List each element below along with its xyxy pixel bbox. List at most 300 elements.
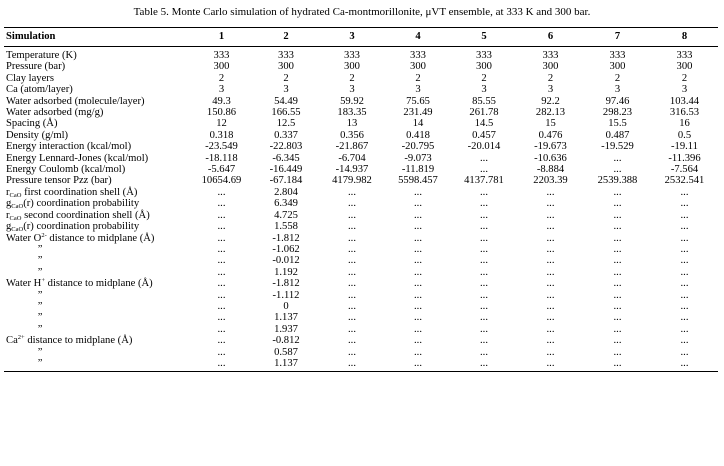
header-row [4, 28, 718, 47]
table-cell: ... [348, 289, 356, 301]
table-cell: -9.073 [404, 152, 432, 164]
table-cell: ... [680, 209, 689, 221]
table-cell: 183.35 [337, 107, 367, 119]
table-cell: ... [680, 198, 689, 210]
table-cell: ... [217, 186, 226, 198]
table-cell: ... [414, 346, 422, 358]
table-cell: ... [546, 232, 555, 244]
table-cell: ... [613, 243, 622, 255]
table-cell: ... [414, 335, 422, 347]
table-cell: 12.5 [276, 118, 296, 130]
table-cell: ... [414, 198, 422, 210]
table-cell: 85.55 [472, 95, 496, 107]
table-cell: 3 [349, 84, 355, 96]
table-cell: 54.49 [274, 95, 298, 107]
table-row [4, 175, 718, 186]
table-cell: 166.55 [271, 107, 301, 119]
row-label [4, 198, 190, 209]
table-cell: ... [348, 198, 356, 210]
row-label [4, 290, 190, 301]
table-row [4, 198, 718, 209]
row-label-text: ” [6, 266, 43, 278]
table-cell: 2532.541 [664, 175, 705, 187]
row-label [4, 335, 190, 346]
table-cell: 300 [609, 61, 626, 73]
row-label-text: Pressure tensor Pzz (bar) [6, 175, 112, 187]
row-label-text: ” [6, 346, 43, 358]
table-cell: ... [546, 346, 555, 358]
table-cell: ... [480, 312, 488, 324]
table-cell: ... [480, 186, 488, 198]
table-cell: 6.349 [274, 198, 298, 210]
row-label-text: Energy interaction (kcal/mol) [6, 141, 132, 153]
table-cell: ... [613, 300, 622, 312]
table-cell: ... [319, 358, 385, 372]
table-cell: ... [348, 335, 356, 347]
row-label-superscript: 2- [41, 231, 47, 239]
table-cell: 103.44 [669, 95, 700, 107]
table-cell: -19.673 [534, 141, 567, 153]
table-cell: ... [680, 312, 689, 324]
table-cell: ... [613, 255, 622, 267]
table-cell: 300 [213, 61, 230, 73]
row-label [4, 73, 190, 84]
row-label-text: r [6, 209, 10, 221]
table-cell: 13 [346, 118, 358, 130]
table-cell: -10.636 [534, 152, 567, 164]
table-row [4, 187, 718, 198]
table-cell: 2 [481, 72, 487, 84]
table-cell: 1.137 [274, 312, 298, 324]
row-label-suffix: first coordination shell (Å) [21, 186, 138, 198]
row-label-text: Water H [6, 278, 42, 290]
table-cell: ... [613, 323, 622, 335]
table-cell: ... [414, 209, 422, 221]
table-cell: ... [480, 278, 488, 290]
table-cell: ... [348, 323, 356, 335]
table-cell: 49.3 [212, 95, 231, 107]
table-cell: ... [480, 232, 488, 244]
table-cell: 92.2 [541, 95, 560, 107]
table-cell: ... [613, 198, 622, 210]
table-cell: 333 [542, 50, 559, 61]
table-cell: 150.86 [206, 107, 237, 119]
table-cell: ... [217, 312, 226, 324]
row-label [4, 84, 190, 95]
header-column-5: 5 [451, 28, 517, 47]
table-cell: -1.112 [272, 289, 300, 301]
table-cell: ... [480, 152, 488, 164]
table-cell: ... [680, 186, 689, 198]
table-cell: -23.549 [205, 141, 238, 153]
table-cell: 5598.457 [398, 175, 438, 187]
table-cell: ... [414, 232, 422, 244]
table-row [4, 107, 718, 118]
row-label-text: Water O [6, 232, 42, 244]
row-label-text: g [6, 221, 12, 233]
table-row [4, 84, 718, 95]
table-cell: 3 [547, 84, 554, 96]
table-cell: 261.78 [469, 107, 499, 119]
table-cell: -20.014 [467, 141, 501, 153]
table-cell: ... [680, 232, 689, 244]
table-cell: ... [414, 312, 422, 324]
row-label [4, 47, 190, 62]
table-cell: ... [217, 289, 226, 301]
row-label [4, 233, 190, 244]
row-label-text: Water adsorbed (mg/g) [6, 107, 104, 119]
table-cell: ... [546, 323, 555, 335]
table-cell: ... [348, 209, 356, 221]
table-cell: ... [546, 300, 555, 312]
row-label [4, 221, 190, 232]
table-row [4, 153, 718, 164]
table-cell: 0.587 [274, 346, 298, 358]
row-label-text: Ca (atom/layer) [6, 84, 73, 96]
row-label-text: Pressure (bar) [6, 61, 66, 73]
table-cell: -16.449 [269, 164, 303, 176]
table-cell: -11.819 [401, 164, 435, 176]
table-cell: -22.803 [269, 141, 303, 153]
table-cell: 3 [218, 84, 225, 96]
row-label-text: ” [6, 243, 43, 255]
table-cell: ... [451, 358, 517, 372]
table-body [4, 47, 718, 372]
table-cell: ... [348, 255, 356, 267]
row-label-text: Ca [6, 335, 18, 347]
table-cell: 14.5 [474, 118, 494, 130]
table-cell: 1.937 [274, 323, 298, 335]
table-cell: 2 [283, 72, 289, 84]
table-cell: 2.804 [274, 186, 298, 198]
table-cell: ... [613, 289, 622, 301]
table-cell: 1.192 [274, 266, 298, 278]
results-table [4, 27, 718, 372]
table-cell: 0.356 [340, 129, 364, 141]
table-cell: ... [217, 346, 226, 358]
header-column-7: 7 [584, 28, 651, 47]
table-row [4, 164, 718, 175]
table-cell: 97.46 [605, 95, 630, 107]
table-cell: ... [546, 221, 555, 233]
table-cell: 15.5 [608, 118, 627, 130]
table-cell: ... [190, 358, 253, 372]
table-row [4, 255, 718, 266]
table-cell: 300 [542, 61, 559, 73]
row-label-text: Clay layers [6, 72, 54, 84]
table-cell: 300 [410, 61, 426, 73]
table-cell: ... [385, 358, 451, 372]
row-label [4, 255, 190, 266]
header-column-3: 3 [319, 28, 385, 47]
table-cell: ... [517, 358, 584, 372]
table-cell: 3 [481, 84, 487, 96]
table-row [4, 244, 718, 255]
table-cell: ... [546, 335, 555, 347]
row-label-text: ” [6, 312, 43, 324]
row-label [4, 175, 190, 186]
row-label-subscript: CaO [9, 191, 22, 199]
table-cell: ... [546, 243, 555, 255]
table-cell: ... [217, 300, 226, 312]
table-cell: ... [414, 186, 422, 198]
header-column-2: 2 [253, 28, 319, 47]
table-cell: ... [613, 346, 622, 358]
table-cell: ... [613, 209, 622, 221]
row-label [4, 61, 190, 72]
table-cell: ... [348, 221, 356, 233]
row-label-suffix: distance to midplane (Å) [45, 278, 153, 290]
row-label-suffix: distance to midplane (Å) [24, 335, 133, 347]
table-cell: ... [480, 243, 488, 255]
header-column-6: 6 [517, 28, 584, 47]
row-label [4, 187, 190, 198]
table-cell: 300 [476, 61, 492, 73]
table-cell: 15 [545, 118, 556, 130]
table-cell: ... [480, 221, 488, 233]
table-row [4, 267, 718, 278]
table-cell: ... [480, 198, 488, 210]
table-cell: ... [680, 289, 689, 301]
table-cell: ... [680, 243, 689, 255]
table-cell: 2203.39 [533, 175, 568, 187]
row-label-suffix: distance to midplane (Å) [46, 232, 155, 244]
table-cell: 14 [412, 118, 424, 130]
table-cell: ... [613, 335, 622, 347]
table-cell: ... [414, 266, 422, 278]
table-cell: 0.487 [605, 129, 630, 141]
table-cell: ... [546, 278, 555, 290]
row-label-text: Energy Lennard-Jones (kcal/mol) [6, 152, 149, 164]
table-cell: -67.184 [269, 175, 303, 187]
table-cell: 282.13 [535, 107, 566, 119]
table-cell: 2 [415, 72, 421, 84]
table-cell: 300 [344, 61, 360, 73]
table-cell: 12 [216, 118, 227, 130]
table-cell: ... [613, 152, 622, 164]
table-cell: ... [546, 312, 555, 324]
table-cell: ... [613, 278, 622, 290]
row-label-text: ” [6, 289, 43, 301]
table-cell: ... [546, 289, 555, 301]
table-cell: 1.137 [253, 358, 319, 372]
table-cell: ... [680, 255, 689, 267]
table-row [4, 278, 718, 289]
table-cell: 0.318 [209, 129, 234, 141]
row-label [4, 164, 190, 175]
table-cell: 16 [679, 118, 690, 130]
table-cell: 0.476 [538, 129, 563, 141]
table-cell: ... [480, 346, 488, 358]
table-cell: ... [613, 232, 622, 244]
table-cell: 300 [278, 61, 294, 73]
table-cell: -0.012 [272, 255, 300, 267]
table-cell: ... [414, 289, 422, 301]
table-cell: 3 [283, 84, 289, 96]
row-label-text: Spacing (Å) [6, 118, 58, 130]
table-cell: -1.062 [272, 243, 300, 255]
table-cell: ... [414, 278, 422, 290]
table-cell: -19.11 [671, 141, 698, 153]
table-cell: -7.564 [670, 164, 699, 176]
table-cell: ... [546, 209, 555, 221]
table-cell: 59.92 [340, 95, 364, 107]
row-label-suffix: second coordination shell (Å) [21, 209, 150, 221]
table-cell: ... [480, 300, 488, 312]
row-label [4, 267, 190, 278]
table-cell: ... [217, 221, 226, 233]
table-cell: ... [480, 209, 488, 221]
table-cell: ... [414, 300, 422, 312]
row-label [4, 210, 190, 221]
table-cell: ... [414, 221, 422, 233]
row-label [4, 141, 190, 152]
table-cell: ... [613, 312, 622, 324]
table-cell: -6.704 [338, 152, 366, 164]
table-cell: 0.457 [472, 129, 496, 141]
table-cell: ... [348, 243, 356, 255]
row-label [4, 312, 190, 323]
table-cell: 1.558 [274, 221, 298, 233]
table-row [4, 118, 718, 129]
table-cell: ... [480, 335, 488, 347]
table-row [4, 347, 718, 358]
table-cell: 2 [547, 72, 554, 84]
table-row [4, 335, 718, 346]
row-label [4, 107, 190, 118]
table-cell: 333 [213, 50, 230, 61]
table-cell: 333 [344, 50, 360, 61]
table-cell: ... [651, 358, 718, 372]
row-label-suffix: (r) coordination probability [23, 221, 140, 233]
table-cell: 0.337 [274, 129, 298, 141]
header-column-8: 8 [651, 28, 718, 47]
header-column-1: 1 [190, 28, 253, 47]
table-cell: 2539.388 [597, 175, 638, 187]
row-label-text: Density (g/ml) [6, 129, 69, 141]
table-cell: 3 [415, 84, 421, 96]
table-cell: 300 [676, 61, 693, 73]
table-cell: 2 [681, 72, 688, 84]
header-column-4: 4 [385, 28, 451, 47]
row-label [4, 244, 190, 255]
table-cell: ... [480, 266, 488, 278]
table-cell: -0.812 [272, 335, 300, 347]
table-cell: 333 [278, 50, 294, 61]
table-cell: ... [680, 323, 689, 335]
table-cell: 4179.982 [332, 175, 372, 187]
row-label-text: ” [6, 323, 43, 335]
table-row [4, 47, 718, 62]
table-cell: ... [680, 266, 689, 278]
table-cell: -21.867 [335, 141, 369, 153]
table-cell: 298.23 [602, 107, 633, 119]
table-cell: ... [217, 198, 226, 210]
table-row [4, 141, 718, 152]
row-label-text: ” [6, 300, 43, 312]
table-cell: -14.937 [335, 164, 369, 176]
table-cell: ... [546, 186, 555, 198]
table-cell: 75.65 [406, 95, 430, 107]
row-label-text: Temperature (K) [6, 50, 77, 61]
table-row [4, 61, 718, 72]
table-cell: ... [217, 232, 226, 244]
table-cell: -11.396 [668, 152, 701, 164]
table-cell: ... [348, 266, 356, 278]
row-label [4, 130, 190, 141]
table-cell: ... [480, 323, 488, 335]
table-cell: -5.647 [207, 164, 236, 176]
table-row [4, 290, 718, 301]
table-cell: 333 [676, 50, 693, 61]
table-cell: 2 [218, 72, 225, 84]
row-label [4, 358, 190, 372]
table-cell: -1.812 [272, 232, 300, 244]
row-label-superscript: 2+ [17, 334, 25, 342]
table-cell: 2 [349, 72, 355, 84]
row-label-superscript: + [41, 277, 45, 285]
table-cell: 3 [681, 84, 688, 96]
table-cell: ... [217, 278, 226, 290]
table-row [4, 324, 718, 335]
table-cell: 2 [614, 72, 621, 84]
table-cell: -19.529 [601, 141, 634, 153]
table-row [4, 210, 718, 221]
table-cell: 333 [410, 50, 426, 61]
table-row [4, 358, 718, 372]
table-cell: 10654.69 [201, 175, 242, 187]
row-label-subscript: CaO [11, 203, 24, 211]
table-caption: Table 5. Monte Carlo simulation of hydrated Ca-montmorillonite, μVT ensemble, at 333 K and 300 bar. [133, 6, 591, 18]
table-cell: ... [613, 164, 622, 176]
table-cell: 0.5 [677, 129, 692, 141]
table-row [4, 312, 718, 323]
table-cell: -20.795 [401, 141, 435, 153]
table-cell: ... [217, 266, 226, 278]
row-label [4, 96, 190, 107]
table-cell: ... [348, 300, 356, 312]
row-label-subscript: CaO [9, 214, 22, 222]
table-cell: ... [217, 255, 226, 267]
table-cell: ... [217, 323, 226, 335]
table-cell: ... [414, 255, 422, 267]
table-cell: ... [348, 278, 356, 290]
table-cell: ... [480, 255, 488, 267]
table-cell: ... [680, 221, 689, 233]
table-cell: 4137.781 [464, 175, 504, 187]
row-label-text: Energy Coulomb (kcal/mol) [6, 164, 126, 176]
table-cell: ... [613, 186, 622, 198]
table-cell: ... [613, 266, 622, 278]
table-cell: -6.345 [272, 152, 300, 164]
row-label-subscript: CaO [11, 226, 24, 234]
row-label-text: Water adsorbed (molecule/layer) [6, 95, 145, 107]
table-cell: 231.49 [403, 107, 433, 119]
table-cell: ... [414, 323, 422, 335]
table-cell: ... [680, 278, 689, 290]
table-cell: 3 [614, 84, 621, 96]
table-cell: 333 [609, 50, 626, 61]
table-cell: 4.725 [274, 209, 298, 221]
table-cell: 0 [283, 300, 289, 312]
table-cell: ... [613, 221, 622, 233]
table-cell: ... [480, 289, 488, 301]
table-cell: ... [348, 186, 356, 198]
row-label [4, 301, 190, 312]
table-cell: -18.118 [205, 152, 238, 164]
table-cell: 333 [476, 50, 492, 61]
table-cell: -8.884 [536, 164, 565, 176]
